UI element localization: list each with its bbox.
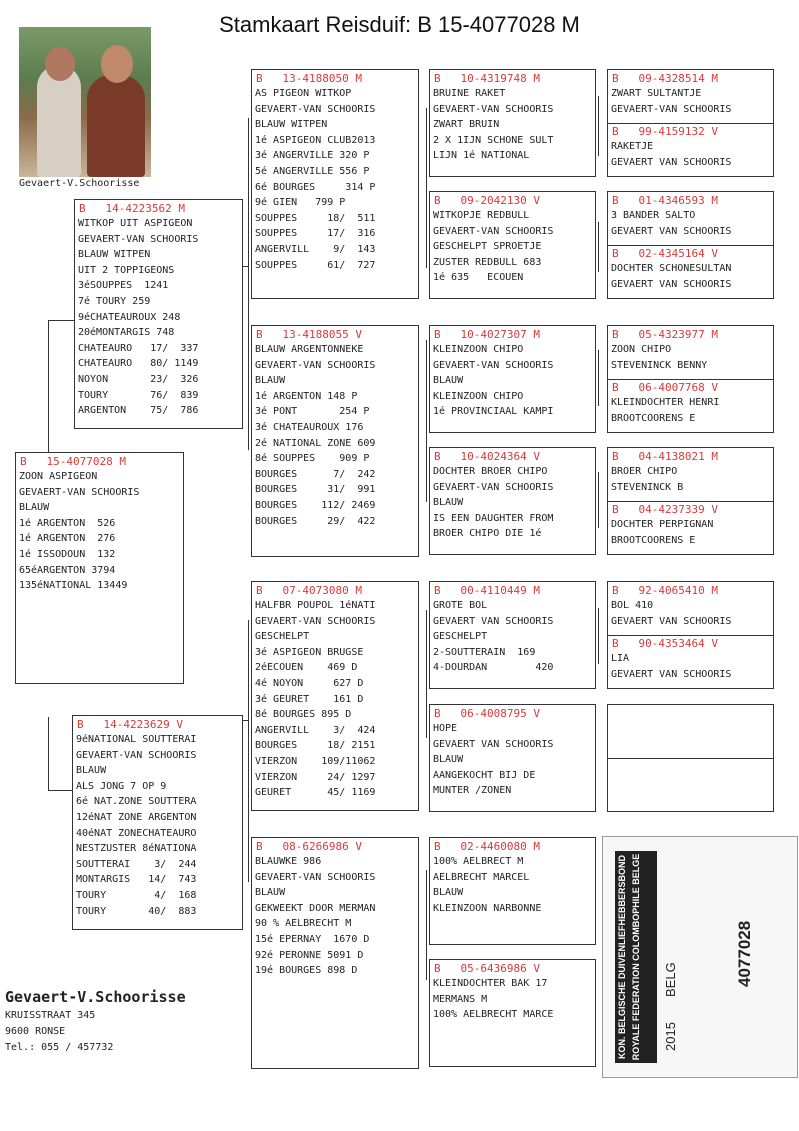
pedigree-lines: [252, 854, 418, 979]
pedigree-line: BLAUW: [433, 497, 464, 509]
ring-number: B 99-4159132 V: [612, 125, 718, 138]
pedigree-line: GESCHELPT: [433, 631, 488, 643]
pedigree-line: GESCHELPT: [255, 631, 310, 643]
ring-number: B 09-2042130 V: [434, 194, 540, 207]
pedigree-line: LIJN 1é NATIONAL: [433, 150, 530, 162]
pedigree-line: BLAUW ARGENTONNEKE: [255, 344, 364, 355]
pedigree-line: 1é ARGENTON 276: [19, 533, 116, 545]
pedigree-line: DOCHTER PERPIGNAN: [611, 519, 714, 530]
ring-number: B 10-4319748 M: [434, 72, 540, 85]
ring-number: B 15-4077028 M: [20, 455, 126, 468]
pedigree-line: 3é ASPIGEON BRUGSE: [255, 646, 364, 658]
pedigree-line: ALS JONG 7 OP 9: [76, 780, 167, 792]
pedigree-lines: [430, 208, 595, 286]
pedigree-lines: [430, 854, 595, 916]
pedigree-mother: [72, 715, 243, 930]
pedigree-lines: [73, 732, 242, 919]
pedigree-line: 100% AELBRECT M: [433, 856, 524, 867]
pedigree-line: 4é NOYON 627 D: [255, 677, 364, 689]
pedigree-line: 6é NAT.ZONE SOUTTERA: [76, 796, 197, 808]
photo-caption: Gevaert-V.Schoorisse: [19, 178, 140, 189]
pedigree-line: KLEINZOON NARBONNE: [433, 902, 542, 914]
ring-number: B 02-4345164 V: [612, 247, 718, 260]
pedigree-line: 3é ANGERVILLE 320 P: [255, 150, 370, 162]
pedigree-line: CHATEAURO 17/ 337: [78, 342, 199, 354]
pedigree-line: 15é EPERNAY 1670 D: [255, 933, 370, 945]
pedigree-line: STEVENINCK BENNY: [611, 359, 708, 371]
pedigree-line: 3é CHATEAUROUX 176: [255, 421, 364, 433]
pedigree-line: 8é BOURGES 895 D: [255, 709, 352, 721]
pedigree-line: 20éMONTARGIS 748: [78, 327, 175, 339]
pedigree-line: BLAUW: [433, 754, 464, 766]
pedigree-lines: [608, 139, 773, 170]
pedigree-line: KLEINDOCHTER HENRI: [611, 397, 720, 408]
pedigree-lines: [608, 598, 773, 629]
pedigree-mmf: [429, 837, 596, 945]
connector: [598, 608, 599, 664]
pedigree-line: GEVAERT-VAN SCHOORIS: [433, 103, 554, 115]
pedigree-line: HOPE: [433, 723, 458, 734]
pedigree-line: GROTE BOL: [433, 600, 488, 611]
pedigree-line: TOURY 76/ 839: [78, 389, 199, 401]
ring-number: B 05-4323977 M: [612, 328, 718, 341]
owner-photo: [19, 27, 151, 177]
owner-city: 9600 RONSE: [5, 1026, 66, 1037]
pedigree-subject: [15, 452, 184, 684]
pedigree-lines: [608, 342, 773, 373]
pedigree-line: GEVAERT-VAN SCHOORIS: [433, 225, 554, 237]
pedigree-line: BLAUW WITPEN: [78, 249, 151, 261]
pedigree-line: STEVENINCK B: [611, 481, 684, 493]
pedigree-g5-pair: [607, 447, 774, 555]
ring-number: B 06-4008795 V: [434, 707, 540, 720]
pedigree-line: SOUPPES 17/ 316: [255, 228, 376, 240]
ring-number: B 05-6436986 V: [434, 962, 540, 975]
ring-card: [602, 836, 798, 1078]
pedigree-line: 1é ARGENTON 526: [19, 517, 116, 529]
pedigree-line: BLAUW WITPEN: [255, 119, 328, 131]
pedigree-line: 2é NATIONAL ZONE 609: [255, 437, 376, 449]
pedigree-line: 3é PONT 254 P: [255, 406, 370, 418]
pedigree-line: BLAUW: [433, 375, 464, 387]
pedigree-mfm: [429, 704, 596, 812]
ring-number: B 06-4007768 V: [612, 381, 718, 394]
pedigree-line: GEKWEEKT DOOR MERMAN: [255, 902, 376, 914]
pedigree-line: WITKOPJE REDBULL: [433, 210, 530, 221]
pedigree-line: 19é BOURGES 898 D: [255, 965, 358, 977]
connector: [598, 472, 599, 528]
pedigree-fm: [251, 325, 419, 557]
pedigree-line: SOUPPES 18/ 511: [255, 212, 376, 224]
pedigree-line: 90 % AELBRECHT M: [255, 918, 352, 930]
pedigree-line: 4-DOURDAN 420: [433, 662, 554, 674]
pedigree-line: 6é BOURGES 314 P: [255, 181, 376, 193]
pedigree-line: BOURGES 29/ 422: [255, 515, 376, 527]
connector: [426, 870, 427, 980]
ring-number: B 08-6266986 V: [256, 840, 362, 853]
pedigree-lines: [608, 261, 773, 292]
pedigree-line: BOURGES 7/ 242: [255, 468, 376, 480]
ring-number: B 14-4223629 V: [77, 718, 183, 731]
pedigree-line: 100% AELBRECHT MARCE: [433, 1009, 554, 1021]
ring-number: B 04-4138021 M: [612, 450, 718, 463]
connector: [426, 108, 427, 268]
pedigree-line: GEVAERT VAN SCHOORIS: [433, 738, 554, 750]
ring-number: B 90-4353464 V: [612, 637, 718, 650]
pedigree-line: 12éNAT ZONE ARGENTON: [76, 811, 197, 823]
pedigree-lines: [608, 517, 773, 548]
connector: [426, 340, 427, 502]
pedigree-line: CHATEAURO 80/ 1149: [78, 358, 199, 370]
pedigree-line: 3éSOUPPES 1241: [78, 280, 169, 292]
connector: [598, 96, 599, 156]
pedigree-line: GEVAERT-VAN SCHOORIS: [255, 359, 376, 371]
connector: [242, 266, 249, 267]
pedigree-line: GEVAERT-VAN SCHOORIS: [611, 103, 732, 115]
pedigree-g5-empty: [607, 704, 774, 812]
ring-country: BELG: [663, 962, 678, 997]
pedigree-line: 135éNATIONAL 13449: [19, 580, 128, 592]
pedigree-line: 1é 635 ECOUEN: [433, 272, 524, 284]
ring-number: B 92-4065410 M: [612, 584, 718, 597]
pedigree-line: GEVAERT-VAN SCHOORIS: [76, 749, 197, 761]
pedigree-g5-pair: [607, 581, 774, 689]
pedigree-ff: [251, 69, 419, 299]
pedigree-line: BROER CHIPO: [611, 466, 678, 477]
pedigree-lines: [430, 976, 595, 1023]
pedigree-line: AANGEKOCHT BIJ DE: [433, 769, 536, 781]
pedigree-line: HALFBR POUPOL 1éNATI: [255, 600, 376, 611]
pedigree-line: ZWART SULTANTJE: [611, 88, 702, 99]
pedigree-mmm: [429, 959, 596, 1067]
pedigree-line: GEVAERT VAN SCHOORIS: [611, 278, 732, 290]
pedigree-line: KLEINZOON CHIPO: [433, 390, 524, 402]
pedigree-line: GEVAERT-VAN SCHOORIS: [255, 615, 376, 627]
pedigree-g5-pair: [607, 191, 774, 299]
pedigree-line: TOURY 40/ 883: [76, 905, 197, 917]
connector: [48, 790, 74, 791]
pedigree-line: GEURET 45/ 1169: [255, 787, 376, 799]
pedigree-mm: [251, 837, 419, 1069]
pedigree-line: 1é ARGENTON 148 P: [255, 390, 358, 402]
pedigree-line: GESCHELPT SPROETJE: [433, 241, 542, 253]
ring-year: 2015: [663, 1022, 678, 1051]
band-line-2: ROYALE FEDERATION COLOMBOPHILE BELGE: [631, 853, 641, 1061]
pedigree-fmm: [429, 447, 596, 555]
pedigree-line: WITKOP UIT ASPIGEON: [78, 218, 193, 229]
pedigree-line: AS PIGEON WITKOP: [255, 88, 352, 99]
pedigree-line: 65éARGENTON 3794: [19, 564, 116, 576]
pedigree-line: 2 X 1IJN SCHONE SULT: [433, 134, 554, 146]
pedigree-line: GEVAERT VAN SCHOORIS: [611, 225, 732, 237]
pedigree-line: MERMANS M: [433, 993, 488, 1005]
pedigree-line: ZOON ASPIGEON: [19, 471, 98, 482]
pedigree-line: GEVAERT-VAN SCHOORIS: [255, 871, 376, 883]
pedigree-line: ZOON CHIPO: [611, 344, 672, 355]
ring-number: B 14-4223562 M: [79, 202, 185, 215]
pedigree-line: DOCHTER SCHONESULTAN: [611, 263, 732, 274]
ring-number: B 02-4460080 M: [434, 840, 540, 853]
pedigree-line: BLAUW: [19, 502, 50, 514]
pedigree-line: 1é ISSODOUN 132: [19, 548, 116, 560]
band-line-1: KON. BELGISCHE DUIVENLIEFHEBBERSBOND: [617, 854, 627, 1060]
pedigree-line: BROOTCOORENS E: [611, 412, 696, 424]
pedigree-mff: [429, 581, 596, 689]
pedigree-line: GEVAERT-VAN SCHOORIS: [433, 359, 554, 371]
pedigree-ffm: [429, 191, 596, 299]
pedigree-line: ANGERVILL 9/ 143: [255, 243, 376, 255]
pedigree-line: RAKETJE: [611, 141, 654, 152]
connector: [242, 720, 249, 721]
ring-number: B 04-4237339 V: [612, 503, 718, 516]
pedigree-line: 9éCHATEAUROUX 248: [78, 311, 181, 323]
pedigree-line: 1é ASPIGEON CLUB2013: [255, 134, 376, 146]
pedigree-line: 9é GIEN 799 P: [255, 197, 346, 209]
connector: [248, 118, 249, 450]
pedigree-lines: [430, 342, 595, 420]
connector: [598, 222, 599, 272]
pedigree-lines: [608, 651, 773, 682]
pedigree-line: ZWART BRUIN: [433, 119, 500, 131]
pedigree-lines: [430, 598, 595, 676]
pedigree-g5-pair: [607, 69, 774, 177]
pedigree-line: GEVAERT-VAN SCHOORIS: [19, 486, 140, 498]
pedigree-line: NOYON 23/ 326: [78, 373, 199, 385]
pedigree-lines: [430, 464, 595, 542]
pedigree-line: 9éNATIONAL SOUTTERAI: [76, 734, 197, 745]
pedigree-line: MUNTER /ZONEN: [433, 785, 512, 797]
pedigree-lines: [430, 721, 595, 799]
pedigree-fff: [429, 69, 596, 177]
pedigree-line: 5é ANGERVILLE 556 P: [255, 165, 370, 177]
pedigree-line: AELBRECHT MARCEL: [433, 871, 530, 883]
ring-number: B 10-4024364 V: [434, 450, 540, 463]
ring-number: B 13-4188055 V: [256, 328, 362, 341]
pedigree-line: UIT 2 TOPPIGEONS: [78, 264, 175, 276]
connector: [426, 610, 427, 738]
pedigree-line: SOUTTERAI 3/ 244: [76, 858, 197, 870]
pedigree-line: 3é GEURET 161 D: [255, 693, 364, 705]
pedigree-line: NESTZUSTER 8éNATIONA: [76, 843, 197, 855]
pedigree-lines: [252, 342, 418, 529]
pedigree-line: VIERZON 109/11062: [255, 755, 376, 767]
pedigree-line: BLAUW: [255, 375, 286, 387]
connector: [48, 320, 49, 454]
pedigree-line: 2-SOUTTERAIN 169: [433, 646, 536, 658]
pedigree-lines: [430, 86, 595, 164]
pedigree-line: VIERZON 24/ 1297: [255, 771, 376, 783]
pedigree-line: ZUSTER REDBULL 683: [433, 256, 542, 268]
pedigree-line: TOURY 4/ 168: [76, 889, 197, 901]
pedigree-line: GEVAERT VAN SCHOORIS: [611, 668, 732, 680]
pedigree-line: BOURGES 31/ 991: [255, 484, 376, 496]
pedigree-line: GEVAERT-VAN SCHOORIS: [78, 233, 199, 245]
pedigree-fmf: [429, 325, 596, 433]
pedigree-line: GEVAERT-VAN SCHOORIS: [433, 481, 554, 493]
pedigree-line: BOL 410: [611, 600, 654, 611]
pedigree-line: BRUINE RAKET: [433, 88, 506, 99]
connector: [48, 320, 74, 321]
pedigree-lines: [252, 86, 418, 273]
pedigree-line: BLAUW: [76, 765, 107, 777]
pedigree-line: KLEINZOON CHIPO: [433, 344, 524, 355]
ring-number: B 09-4328514 M: [612, 72, 718, 85]
pedigree-line: ANGERVILL 3/ 424: [255, 724, 376, 736]
pedigree-lines: [608, 86, 773, 117]
pedigree-lines: [16, 469, 183, 594]
ring-number: B 07-4073080 M: [256, 584, 362, 597]
ring-number: B 01-4346593 M: [612, 194, 718, 207]
pedigree-line: BLAUWKE 986: [255, 856, 322, 867]
pedigree-line: GEVAERT VAN SCHOORIS: [611, 615, 732, 627]
pedigree-line: GEVAERT-VAN SCHOORIS: [255, 103, 376, 115]
owner-name: Gevaert-V.Schoorisse: [5, 988, 186, 1006]
pedigree-line: 2éECOUEN 469 D: [255, 662, 358, 674]
pedigree-line: GEVAERT VAN SCHOORIS: [611, 156, 732, 168]
pedigree-lines: [608, 208, 773, 239]
federation-band: [615, 851, 657, 1063]
pedigree-lines: [608, 464, 773, 495]
owner-tel: Tel.: 055 / 457732: [5, 1042, 114, 1053]
connector: [598, 350, 599, 406]
pedigree-line: ARGENTON 75/ 786: [78, 405, 199, 417]
ring-number: B 13-4188050 M: [256, 72, 362, 85]
pedigree-line: 1é PROVINCIAAL KAMPI: [433, 406, 554, 418]
pedigree-line: DOCHTER BROER CHIPO: [433, 466, 548, 477]
ring-number: B 00-4110449 M: [434, 584, 540, 597]
pedigree-line: GEVAERT VAN SCHOORIS: [433, 615, 554, 627]
pedigree-line: 7é TOURY 259: [78, 295, 151, 307]
pedigree-line: 40éNAT ZONECHATEAURO: [76, 827, 197, 839]
pedigree-line: BOURGES 112/ 2469: [255, 499, 376, 511]
pedigree-line: BROOTCOORENS E: [611, 534, 696, 546]
page-title: Stamkaart Reisduif: B 15-4077028 M: [219, 12, 580, 37]
pedigree-g5-pair: [607, 325, 774, 433]
pedigree-line: 8é SOUPPES 909 P: [255, 453, 370, 465]
pedigree-line: BOURGES 18/ 2151: [255, 740, 376, 752]
connector: [248, 620, 249, 882]
pedigree-line: SOUPPES 61/ 727: [255, 259, 376, 271]
pedigree-lines: [75, 216, 242, 419]
ring-number: B 10-4027307 M: [434, 328, 540, 341]
pedigree-line: 92é PERONNE 5091 D: [255, 949, 364, 961]
pedigree-mf: [251, 581, 419, 811]
pedigree-line: BLAUW: [255, 887, 286, 899]
pedigree-line: BROER CHIPO DIE 1é: [433, 528, 542, 540]
owner-street: KRUISSTRAAT 345: [5, 1010, 96, 1021]
pedigree-line: IS EEN DAUGHTER FROM: [433, 512, 554, 524]
ring-number-large: 4077028: [735, 920, 754, 987]
pedigree-line: LIA: [611, 653, 630, 664]
pedigree-lines: [608, 395, 773, 426]
pedigree-lines: [252, 598, 418, 801]
pedigree-line: MONTARGIS 14/ 743: [76, 874, 197, 886]
connector: [48, 717, 49, 790]
pedigree-father: [74, 199, 243, 429]
pedigree-line: 3 BANDER SALTO: [611, 210, 696, 221]
pedigree-line: KLEINDOCHTER BAK 17: [433, 978, 548, 989]
pedigree-line: BLAUW: [433, 887, 464, 899]
